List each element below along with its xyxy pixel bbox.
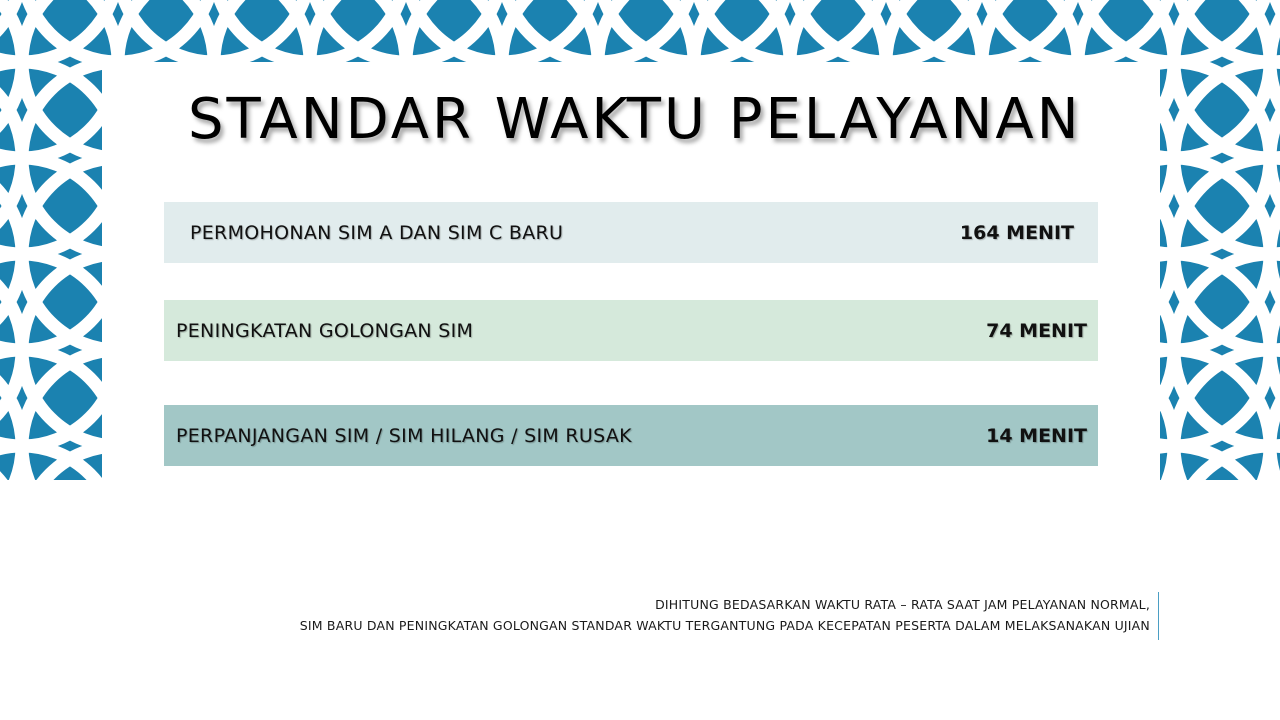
service-label: PENINGKATAN GOLONGAN SIM <box>176 319 474 342</box>
footnote-divider <box>1158 592 1159 640</box>
duration-unit: MENIT <box>1019 424 1087 447</box>
service-duration <box>960 222 1074 244</box>
service-row-class-upgrade <box>164 300 1098 361</box>
footnote <box>300 594 1150 636</box>
service-label: PERMOHONAN SIM A DAN SIM C BARU <box>190 221 564 244</box>
duration-unit: MENIT <box>1006 221 1074 244</box>
service-duration <box>986 320 1087 342</box>
duration-number: 74 <box>986 319 1013 342</box>
duration-number: 164 <box>959 221 1000 244</box>
footnote-line: SIM BARU DAN PENINGKATAN GOLONGAN STANDAR WAKTU TERGANTUNG PADA KECEPATAN PESERTA DALAM MELAKSANAKAN UJIAN <box>299 618 1150 633</box>
duration-number: 14 <box>986 424 1013 447</box>
service-row-renewal <box>164 405 1098 466</box>
duration-unit: MENIT <box>1019 319 1087 342</box>
service-duration <box>986 425 1087 447</box>
service-label: PERPANJANGAN SIM / SIM HILANG / SIM RUSAK <box>176 424 632 447</box>
service-row-new-license <box>164 202 1098 263</box>
slide-title: STANDAR WAKTU PELAYANAN <box>188 87 1082 152</box>
footnote-line: DIHITUNG BEDASARKAN WAKTU RATA – RATA SAAT JAM PELAYANAN NORMAL, <box>655 597 1150 612</box>
